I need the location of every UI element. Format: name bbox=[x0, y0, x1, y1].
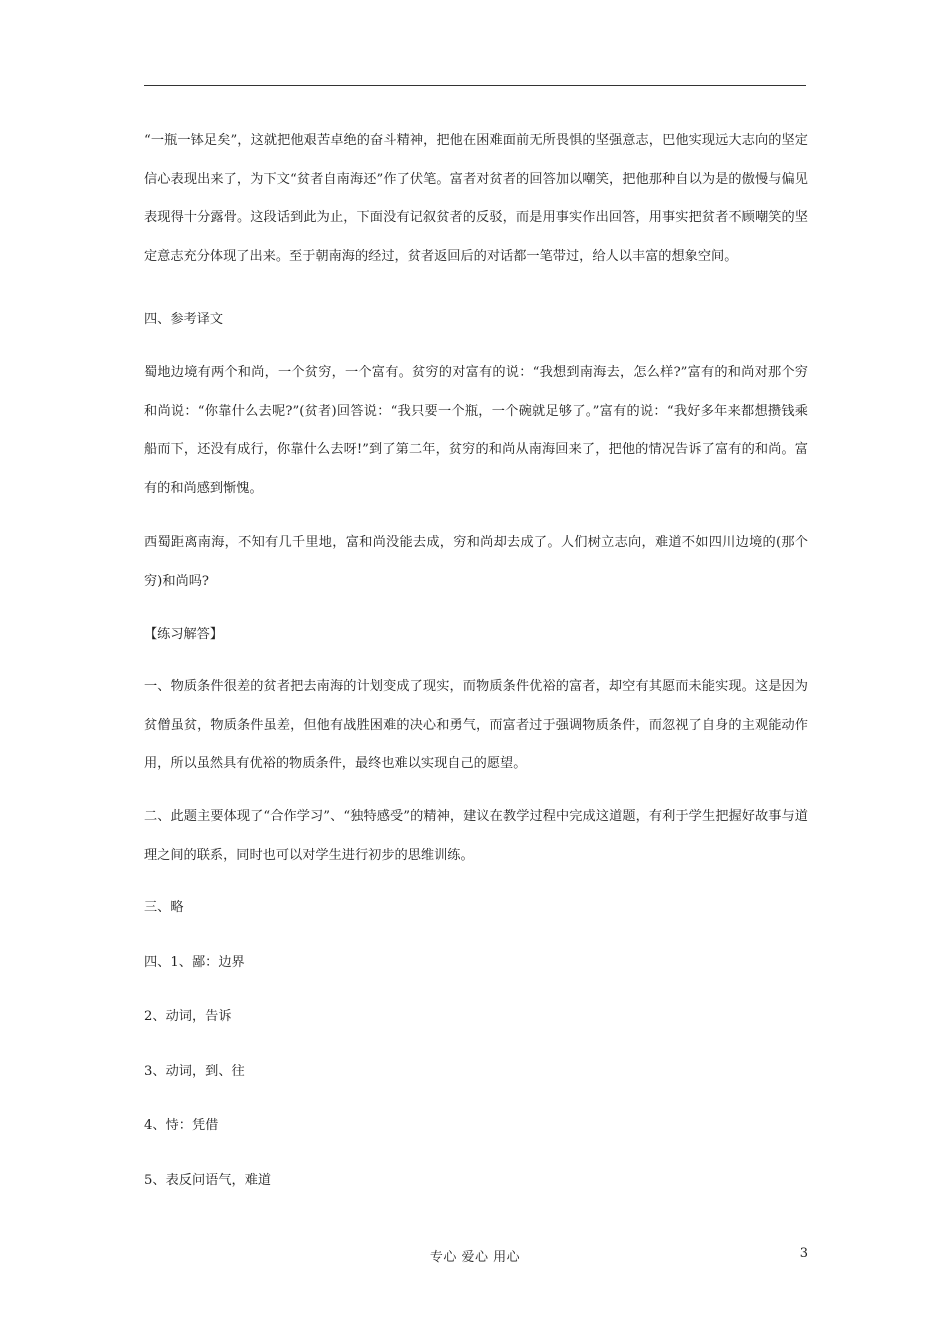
paragraph-answer-4-1: 四、1、鄙：边界 bbox=[144, 954, 245, 970]
paragraph-translation-2: 西蜀距离南海，不知有几千里地，富和尚没能去成，穷和尚却去成了。人们树立志向，难道不如四川边境的(那个穷)和尚吗? bbox=[144, 535, 808, 589]
paragraph-answer-4-4: 4、恃：凭借 bbox=[144, 1118, 219, 1134]
paragraph-answer-4-3: 3、动词，到、往 bbox=[144, 1063, 245, 1079]
heading-exercise-answers: 【练习解答】 bbox=[144, 626, 224, 642]
paragraph-analysis: “一瓶一钵足矣”，这就把他艰苦卓绝的奋斗精神，把他在困难面前无所畏惧的坚强意志，巴他实现远大志向的坚定信心表现出来了，为下文“贫者自南海还”作了伏笔。富者对贫者的回答加以嘲笑，把他那种自以为是的傲慢与偏见表现得十分露骨。这段话到此为止，下面没有记叙贫者的反驳，而是用事实作出回答，用事实把贫者不顾嘲笑的坚定意志充分体现了出来。至于朝南海的经过，贫者返回后的对话都一笔带过，给人以丰富的想象空间。 bbox=[144, 133, 808, 264]
header-rule bbox=[144, 85, 806, 86]
paragraph-translation-1: 蜀地边境有两个和尚，一个贫穷，一个富有。贫穷的对富有的说：“我想到南海去，怎么样?”富有的和尚对那个穷和尚说：“你靠什么去呢?”(贫者)回答说：“我只要一个瓶，一个碗就足够了。”富有的说：“我好多年来都想攒钱乘船而下，还没有成行，你靠什么去呀!”到了第二年，贫穷的和尚从南海回来了，把他的情况告诉了富有的和尚。富有的和尚感到惭愧。 bbox=[144, 364, 808, 496]
paragraph-answer-4-5: 5、表反问语气，难道 bbox=[144, 1173, 272, 1189]
heading-reference-translation: 四、参考译文 bbox=[144, 312, 224, 328]
document-body bbox=[144, 122, 808, 1217]
paragraph-answer-2: 二、此题主要体现了“合作学习”、“独特感受”的精神，建议在教学过程中完成这道题，有利于学生把握好故事与道理之间的联系，同时也可以对学生进行初步的思维训练。 bbox=[144, 808, 808, 863]
paragraph-answer-1: 一、物质条件很差的贫者把去南海的计划变成了现实，而物质条件优裕的富者，却空有其愿而未能实现。这是因为贫僧虽贫，物质条件虽差，但他有战胜困难的决心和勇气，而富者过于强调物质条件，而忽视了自身的主观能动作用，所以虽然具有优裕的物质条件，最终也难以实现自己的愿望。 bbox=[144, 679, 808, 772]
paragraph-answer-3: 三、略 bbox=[144, 900, 184, 916]
paragraph-answer-4-2: 2、动词，告诉 bbox=[144, 1009, 232, 1025]
footer-motto: 专心 爱心 用心 bbox=[429, 1250, 521, 1265]
page-number: 3 bbox=[799, 1246, 808, 1261]
